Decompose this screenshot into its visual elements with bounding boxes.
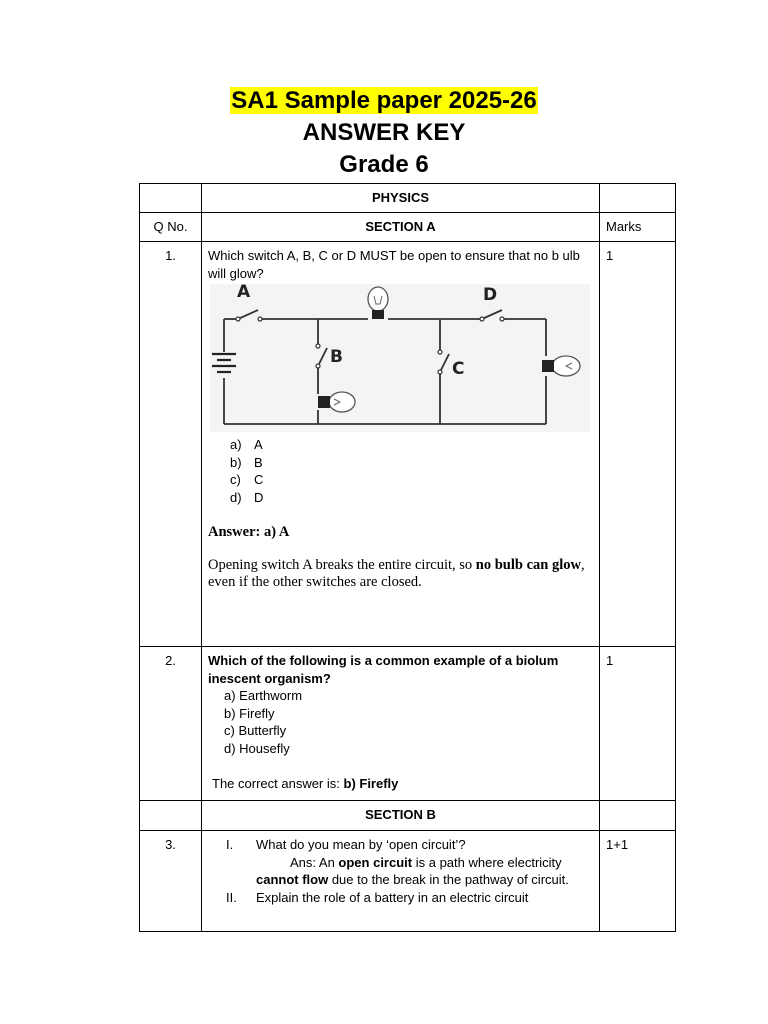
option-item: c) Butterfly <box>224 723 287 738</box>
sub-question-text: Explain the role of a battery in an electric circuit <box>256 889 529 905</box>
paper-title-text: SA1 Sample paper 2025-26 <box>231 87 537 114</box>
section-a-heading: SECTION A <box>202 213 600 242</box>
question-text: Which of the following is a common example of a biolum inescent organism? <box>208 653 559 686</box>
answer-key-table <box>139 183 676 932</box>
marks-header: Marks <box>600 213 676 242</box>
section-b-heading: SECTION B <box>202 801 600 831</box>
question-number: 3. <box>140 831 202 932</box>
sub-answer-text: Ans: An open circuit is a path where electricity cannot flow due to the break in the pathway of circuit. <box>256 854 569 887</box>
qno-header: Q No. <box>140 213 202 242</box>
option-item: b) Firefly <box>224 705 275 721</box>
paper-title <box>0 85 768 117</box>
explanation-text: Opening switch A breaks the entire circuit, so no bulb can glow, even if the other switches are closed. <box>208 557 585 590</box>
option-item: a) Earthworm <box>224 688 303 703</box>
diagram-background <box>210 284 590 432</box>
empty-cell <box>600 184 676 213</box>
option-item: d) D <box>230 489 264 505</box>
label-c: C <box>452 359 465 379</box>
marks-cell: 1 <box>600 242 676 647</box>
question-row-3 <box>140 831 676 932</box>
answer-text: Answer: a) A <box>208 524 290 540</box>
option-item: d) Housefly <box>224 740 290 756</box>
empty-cell <box>140 801 202 831</box>
answer-key-heading: ANSWER KEY <box>302 119 466 146</box>
question-row-1 <box>140 242 676 647</box>
marks-cell: 1 <box>600 647 676 801</box>
question-number: 1. <box>140 242 202 647</box>
label-a: A <box>237 284 251 302</box>
empty-cell <box>600 801 676 831</box>
question-cell-3 <box>202 831 600 932</box>
answer-text: The correct answer is: b) Firefly <box>212 776 399 791</box>
empty-cell <box>140 184 202 213</box>
option-item: b) B <box>230 454 263 470</box>
label-b: B <box>330 347 343 367</box>
question-cell-1 <box>202 242 600 647</box>
q2-options <box>208 687 593 757</box>
question-text: Which switch A, B, C or D MUST be open to ensure that no b ulb will glow? <box>208 248 580 281</box>
option-item: a) A <box>230 437 263 452</box>
sub-question: II. Explain the role of a battery in an electric circuit <box>208 889 593 907</box>
marks-cell: 1+1 <box>600 831 676 932</box>
q1-options <box>208 436 593 506</box>
option-item: c) C <box>230 472 264 487</box>
circuit-diagram <box>210 284 590 432</box>
header-row <box>140 213 676 242</box>
subject-row <box>140 184 676 213</box>
label-d: D <box>483 285 498 305</box>
grade-heading: Grade 6 <box>339 151 429 178</box>
question-cell-2 <box>202 647 600 801</box>
sub-question: I. What do you mean by ‘open circuit’? Ans: An open circuit is a path where electricity cannot flow due to the break in the pathway of circuit. <box>208 836 593 889</box>
subject-heading: PHYSICS <box>202 184 600 213</box>
sub-question-text: What do you mean by ‘open circuit’? <box>256 837 466 852</box>
question-row-2 <box>140 647 676 801</box>
section-b-row <box>140 801 676 831</box>
question-number: 2. <box>140 647 202 801</box>
